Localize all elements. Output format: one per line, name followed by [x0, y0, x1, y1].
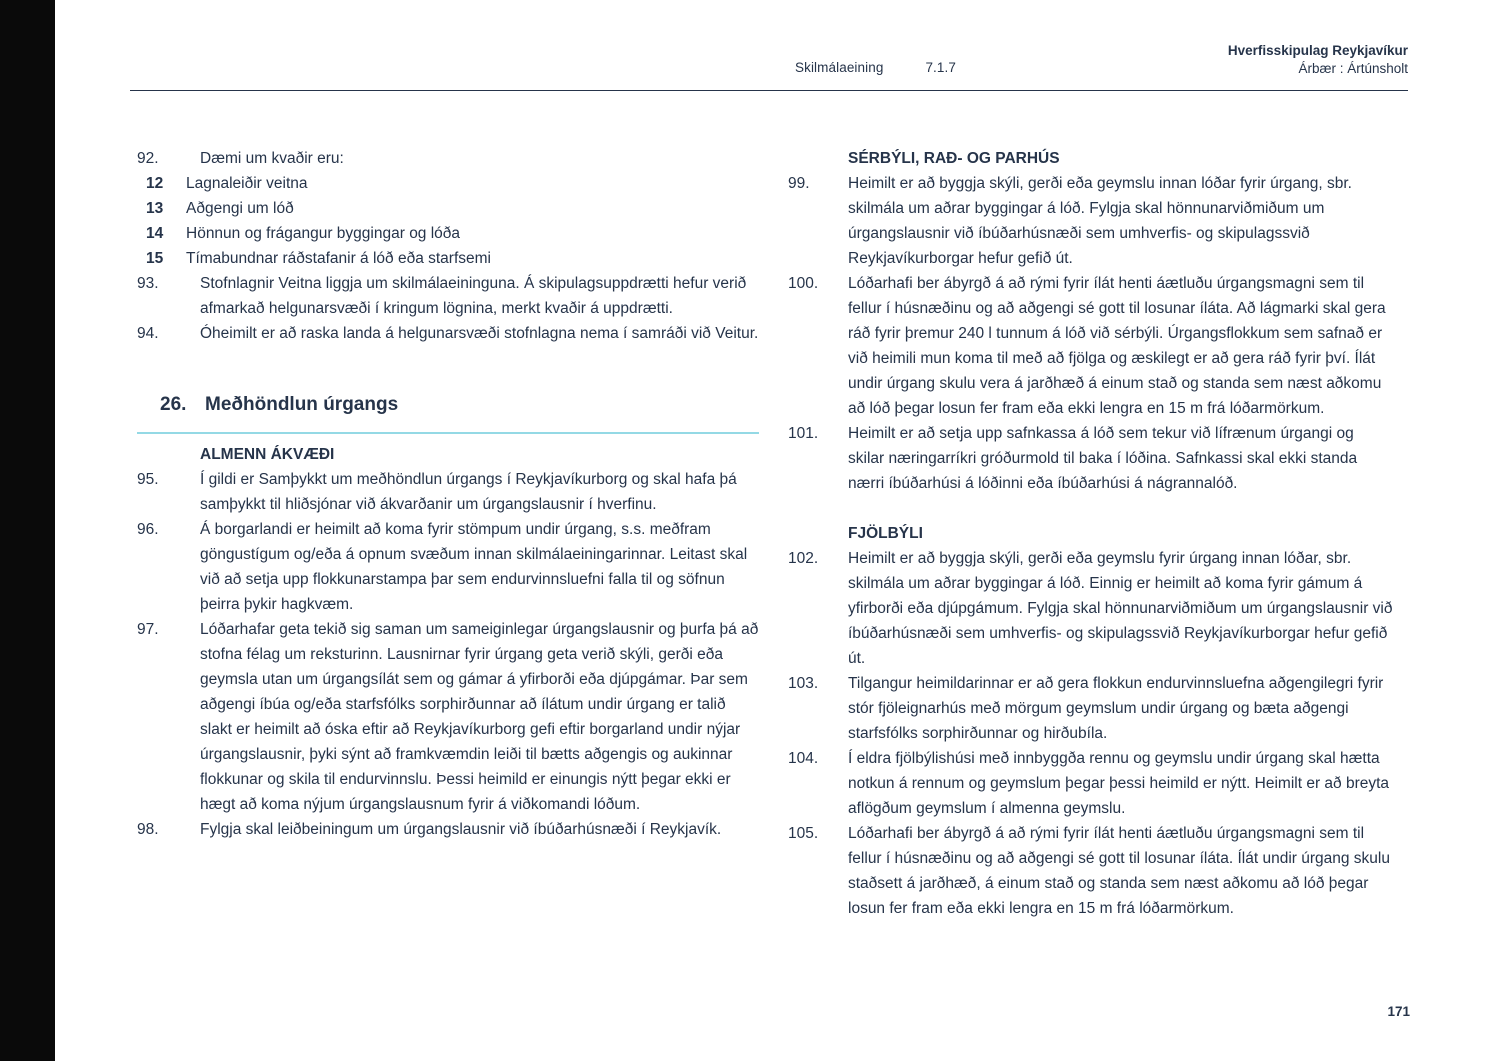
item-number: 101.	[788, 425, 819, 442]
item-text: Á borgarlandi er heimilt að koma fyrir stömpum undir úrgang, s.s. meðfram göngustígum og/eða á opnum svæðum innan skilmálaeiningarinnar. Leitast skal við að setja upp flokkunarstampa þar sem endurvinnsluefni falla til og söfnun þeirra þykir hagkvæm.	[200, 521, 748, 613]
item-number: 15	[146, 250, 164, 267]
list-item-97	[137, 617, 759, 817]
item-text: Stofnlagnir Veitna liggja um skilmálaeininguna. Á skipulagsuppdrætti hefur verið afmarkað helgunarsvæði í kringum lögnina, merkt kvaðir á uppdrætti.	[200, 275, 747, 317]
item-text: Lóðarhafi ber ábyrgð á að rými fyrir ílát henti áætluðu úrgangsmagni sem til fellur í húsnæðinu og að aðgengi sé gott til losunar íláta. Að lágmarki skal gera ráð fyrir þremur 240 l tunnum á lóð við sérbýli. Úrgangsflokkum sem safnað er við heimili mun koma til með að fjölga og æskilegt er að gera ráð fyrir því. Ílát undir úrgang skulu vera á jarðhæð á einum stað og standa sem næst aðkomu að lóð þegar losun fer fram eða ekki lengra en 15 m frá lóðarmörkum.	[848, 275, 1386, 417]
item-number: 96.	[137, 521, 159, 538]
header-title: Hverfisskipulag Reykjavíkur	[1227, 43, 1408, 58]
header-doc-number: 7.1.7	[925, 60, 956, 75]
list-item-92	[137, 146, 759, 171]
list-item-93	[137, 271, 759, 321]
item-text: Dæmi um kvaðir eru:	[200, 150, 344, 167]
item-text: Heimilt er að byggja skýli, gerði eða geymslu fyrir úrgang innan lóðar, sbr. skilmála um aðrar byggingar á lóð. Einnig er heimilt að koma fyrir gámum á yfirborði eða djúpgámum. Fylgja skal hönnunarviðmiðum um úrgangslausnir við íbúðarhúsnæði sem umhverfis- og skipulagssvið Reykjavíkurborgar hefur gefið út.	[848, 550, 1393, 667]
item-number: 94.	[137, 325, 159, 342]
item-text: Tímabundnar ráðstafanir á lóð eða starfsemi	[186, 250, 491, 267]
list-item-kvod-13	[137, 196, 759, 221]
right-column	[788, 146, 1394, 921]
item-number: 100.	[788, 275, 819, 292]
item-number: 98.	[137, 821, 159, 838]
list-item-101	[788, 421, 1394, 496]
list-item-104	[788, 746, 1394, 821]
subheading-almenn-akvaedi: ALMENN ÁKVÆÐI	[200, 446, 335, 463]
subheading-serbyli: SÉRBÝLI, RAÐ- OG PARHÚS	[848, 150, 1060, 167]
section-number: 26.	[160, 394, 187, 415]
item-number: 13	[146, 200, 164, 217]
item-text: Í eldra fjölbýlishúsi með innbyggða rennu og geymslu undir úrgang skal hætta notkun á rennum og geymslum þegar þessi heimild er nýtt. Heimilt er að breyta aflögðum geymslum í almenna geymslu.	[848, 750, 1390, 817]
item-text: Heimilt er að byggja skýli, gerði eða geymslu innan lóðar fyrir úrgang, sbr. skilmála um aðrar byggingar á lóð. Fylgja skal hönnunarviðmiðum um úrgangslausnir við íbúðarhúsnæði sem umhverfis- og skipulagssvið Reykjavíkurborgar hefur gefið út.	[848, 175, 1352, 267]
section-title: Meðhöndlun úrgangs	[205, 394, 399, 415]
item-number: 92.	[137, 150, 159, 167]
header-meta	[795, 60, 956, 75]
item-text: Í gildi er Samþykkt um meðhöndlun úrgangs í Reykjavíkurborg og skal hafa þá samþykkt til hliðsjónar við ákvarðanir um úrgangslausnir í hverfinu.	[200, 471, 737, 513]
left-edge-bar	[0, 0, 55, 1061]
item-text: Lagnaleiðir veitna	[186, 175, 308, 192]
item-number: 105.	[788, 825, 819, 842]
list-item-96	[137, 517, 759, 617]
header-identity	[1228, 42, 1408, 78]
item-text: Lóðarhafar geta tekið sig saman um sameiginlegar úrgangslausnir og þurfa þá að stofna félag um reksturinn. Lausnirnar fyrir úrgang geta verið skýli, gerði eða geymsla utan um úrgangsílát sem og gámar á yfirborði eða djúpgámar. Þar sem aðgengi íbúa og/eða starfsfólks sorphirðunnar að ílátum undir úrgang er talið slakt er heimilt að óska eftir að Reykjavíkurborg gefi eftir borgarland undir nýjar úrgangslausnir, þyki sýnt að framkvæmdin leiði til bætts aðgengis og aukinnar flokkunar og skila til endurvinnslu. Þessi heimild er einungis nýtt þegar ekki er hægt að koma nýjum úrgangslausnum fyrir á viðkomandi lóðum.	[200, 621, 759, 813]
list-item-94	[137, 321, 759, 346]
list-item-102	[788, 546, 1394, 671]
item-number: 99.	[788, 175, 810, 192]
item-text: Hönnun og frágangur byggingar og lóða	[186, 225, 461, 242]
subheading-fjolbyli: FJÖLBÝLI	[848, 525, 923, 542]
list-item-kvod-14	[137, 221, 759, 246]
item-text: Tilgangur heimildarinnar er að gera flokkun endurvinnsluefna aðgengilegri fyrir stór fjöleignarhús með mörgum geymslum undir úrgang og bæta aðgengi starfsfólks sorphirðunnar og hirðubíla.	[848, 675, 1384, 742]
list-item-100	[788, 271, 1394, 421]
item-number: 102.	[788, 550, 819, 567]
item-number: 93.	[137, 275, 159, 292]
item-number: 14	[146, 225, 164, 242]
item-number: 95.	[137, 471, 159, 488]
item-number: 104.	[788, 750, 819, 767]
list-item-kvod-12	[137, 171, 759, 196]
list-item-103	[788, 671, 1394, 746]
section-divider	[137, 432, 759, 434]
list-item-105	[788, 821, 1394, 921]
item-text: Lóðarhafi ber ábyrgð á að rými fyrir ílát henti áætluðu úrgangsmagni sem til fellur í húsnæðinu og að aðgengi sé gott til losunar íláta. Ílát undir úrgang skulu staðsett á jarðhæð, á einum stað og standa sem næst aðkomu að lóð þegar losun fer fram eða ekki lengra en 15 m frá lóðarmörkum.	[848, 825, 1390, 917]
list-item-95	[137, 467, 759, 517]
section-heading-26	[137, 392, 759, 418]
item-text: Heimilt er að setja upp safnkassa á lóð sem tekur við lífrænum úrgangi og skilar næringarríkri gróðurmold til baka í lóðina. Safnkassi skal ekki standa nærri íbúðarhúsi á lóðinni eða íbúðarhúsi á nágrannalóð.	[848, 425, 1358, 492]
item-number: 97.	[137, 621, 159, 638]
header-doc-label: Skilmálaeining	[795, 60, 884, 75]
left-column	[137, 146, 759, 842]
list-item-kvod-15	[137, 246, 759, 271]
item-number: 12	[146, 175, 164, 192]
item-text: Óheimilt er að raska landa á helgunarsvæði stofnlagna nema í samráði við Veitur.	[200, 325, 759, 342]
item-text: Aðgengi um lóð	[186, 200, 294, 217]
list-item-99	[788, 171, 1394, 271]
header-divider	[130, 90, 1408, 91]
page-number: 171	[1387, 1004, 1410, 1019]
item-number: 103.	[788, 675, 819, 692]
header-subtitle: Árbær : Ártúnsholt	[1298, 61, 1408, 76]
list-item-98	[137, 817, 759, 842]
item-text: Fylgja skal leiðbeiningum um úrgangslausnir við íbúðarhúsnæði í Reykjavík.	[200, 821, 722, 838]
